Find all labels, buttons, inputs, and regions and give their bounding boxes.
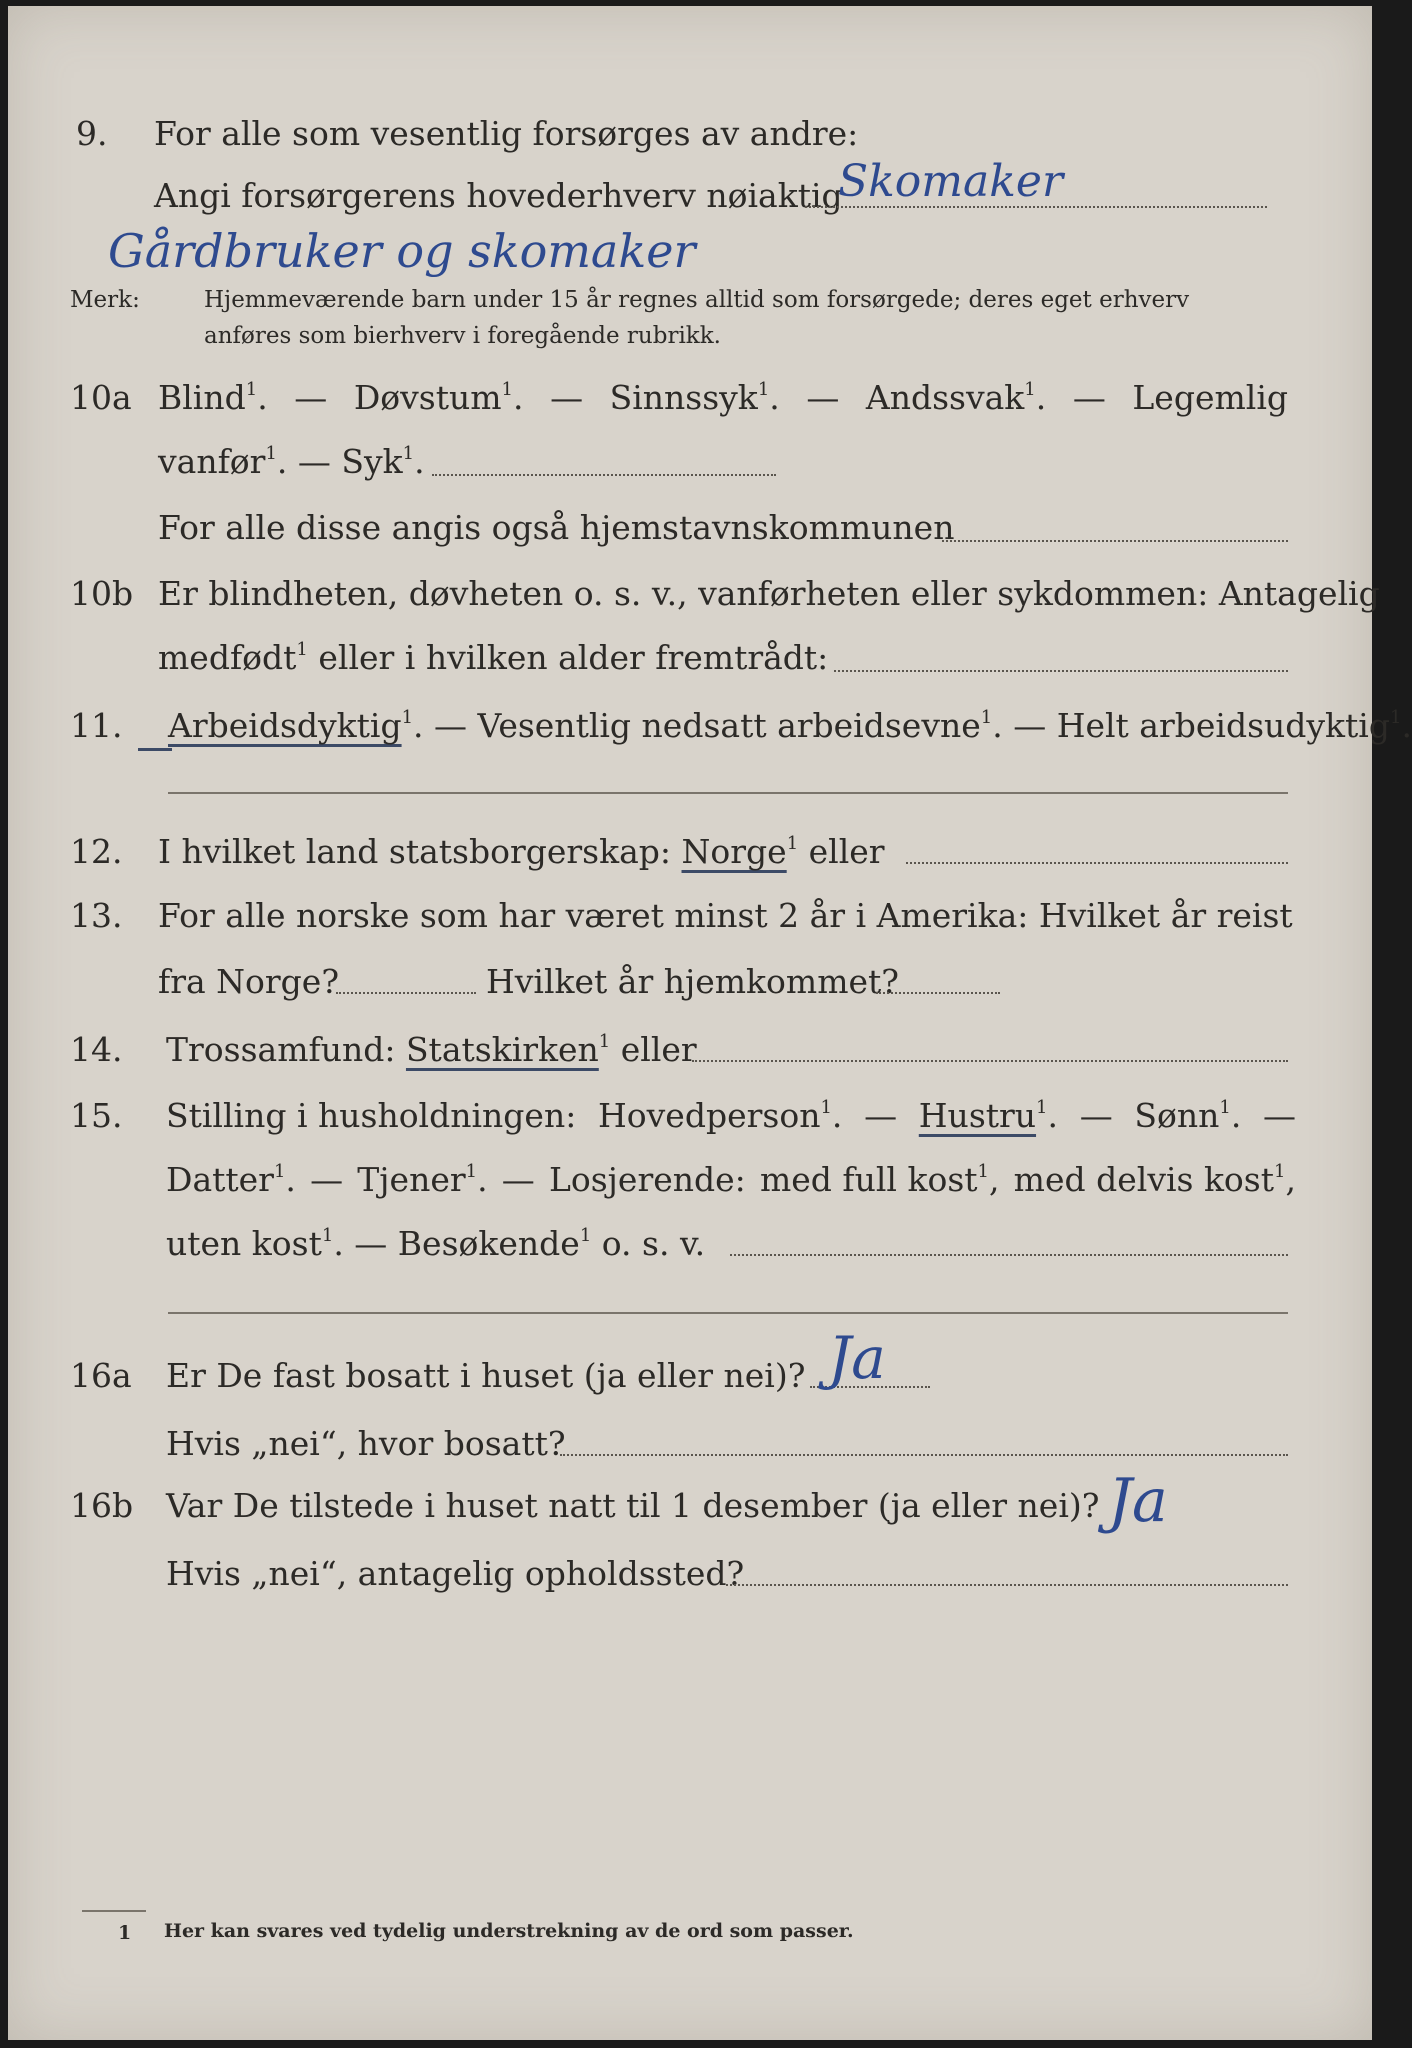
separator: — xyxy=(1013,706,1047,745)
census-form-page xyxy=(8,6,1412,2040)
answer-line xyxy=(168,1312,1288,1314)
answer-line xyxy=(906,862,1288,864)
handwritten-answer: Skomaker xyxy=(838,156,1063,207)
question-text: For alle disse angis også hjemstavnskommunen xyxy=(158,508,955,547)
footnote-ref: 1 xyxy=(820,1097,832,1118)
question-number: 16b xyxy=(70,1486,134,1525)
option-nedsatt: Vesentlig nedsatt arbeidsevne xyxy=(477,706,981,745)
option-arbeidsdyktig-underlined: Arbeidsdyktig xyxy=(168,706,402,745)
separator: — xyxy=(501,1160,535,1199)
question-text: fra Norge? xyxy=(158,962,340,1001)
footnote-mark: 1 xyxy=(118,1922,132,1944)
answer-line xyxy=(876,992,1000,994)
question-text: Er blindheten, døvheten o. s. v., vanførheten eller sykdommen: Antagelig xyxy=(158,574,1380,613)
question-options: Arbeidsdyktig$^1$. — Vesentlig nedsatt arbeidsevne$^1$. — Helt arbeidsudyktig$^1$. xyxy=(168,706,1412,745)
option-statskirken-underlined: Statskirken xyxy=(405,1030,599,1069)
question-text: Er De fast bosatt i huset (ja eller nei)? xyxy=(166,1356,806,1395)
answer-line xyxy=(168,792,1288,794)
footnote-ref: 1 xyxy=(980,707,993,728)
option-udyktig: Helt arbeidsudyktig xyxy=(1056,706,1390,745)
question-number: 10b xyxy=(70,574,134,613)
note-text: anføres som bierhverv i foregående rubrikk. xyxy=(204,323,721,349)
option-dovstum: Døvstum xyxy=(353,378,502,417)
question-text: I hvilket land statsborgerskap: xyxy=(158,832,672,871)
handwritten-answer: Gårdbruker og skomaker xyxy=(108,224,696,278)
question-text: Trossamfund: xyxy=(166,1030,396,1069)
answer-line xyxy=(834,670,1288,672)
question-options: Stilling i husholdningen: Hovedperson$^1$. — Hustru$^1$. — Sønn$^1$. — xyxy=(166,1096,1296,1135)
option-vanfor: vanfør xyxy=(158,442,266,481)
question-number: 11. xyxy=(70,706,123,745)
separator: — xyxy=(550,378,584,417)
question-text: For alle norske som har været minst 2 år i Amerika: Hvilket år reist xyxy=(158,896,1293,935)
footnote-ref: 1 xyxy=(977,1161,989,1182)
footnote-ref: 1 xyxy=(1389,707,1402,728)
option-uten-kost: uten kost xyxy=(166,1224,322,1263)
question-number: 15. xyxy=(70,1096,123,1135)
question-text: Hvilket år hjemkommet? xyxy=(486,962,899,1001)
question-text: Hvis „nei“, hvor bosatt? xyxy=(166,1424,566,1463)
question-options: vanfør$^1$. — Syk$^1$. xyxy=(158,442,425,481)
footnote-ref: 1 xyxy=(757,379,770,400)
option-norge-underlined: Norge xyxy=(681,832,787,871)
question-number: 14. xyxy=(70,1030,123,1069)
option-syk: Syk xyxy=(341,442,403,481)
separator: — xyxy=(434,706,468,745)
footnote-text: Her kan svares ved tydelig understrekning av de ord som passer. xyxy=(164,1920,854,1942)
option-sinnssyk: Sinnssyk xyxy=(609,378,758,417)
separator: — xyxy=(1072,378,1106,417)
question-text: For alle som vesentlig forsørges av andre: xyxy=(154,114,859,153)
separator: — xyxy=(1263,1096,1296,1135)
footnote-ref: 1 xyxy=(598,1031,611,1052)
question-text: Hvis „nei“, antagelig opholdssted? xyxy=(166,1554,745,1593)
option-medfodt: medfødt xyxy=(158,638,297,677)
footnote-ref: 1 xyxy=(265,443,277,464)
question-text: eller xyxy=(620,1030,697,1069)
footnote-ref: 1 xyxy=(501,379,513,400)
note-label: Merk: xyxy=(70,287,140,313)
separator: — xyxy=(297,442,331,481)
footnote-divider xyxy=(82,1910,146,1912)
footnote-ref: 1 xyxy=(296,639,308,660)
question-text: eller i hvilken alder fremtrådt: xyxy=(318,638,829,677)
question-number: 10a xyxy=(70,378,132,417)
answer-line xyxy=(336,992,476,994)
footnote-ref: 1 xyxy=(245,379,258,400)
separator: — xyxy=(294,378,328,417)
option-hovedperson: Hovedperson xyxy=(598,1096,821,1135)
separator: — xyxy=(310,1160,344,1199)
answer-line xyxy=(560,1454,1288,1456)
answer-line xyxy=(432,474,776,476)
option-legemlig: Legemlig xyxy=(1132,378,1288,417)
footnote-ref: 1 xyxy=(273,1161,286,1182)
option-besokende: Besøkende xyxy=(397,1224,580,1263)
option-datter: Datter xyxy=(166,1160,274,1199)
option-delvis-kost: med delvis kost xyxy=(1013,1160,1274,1199)
footnote-ref: 1 xyxy=(579,1225,592,1246)
question-options: Datter$^1$. — Tjener$^1$. — Losjerende: med full kost$^1$, med delvis kost$^1$, xyxy=(166,1160,1296,1199)
separator: — xyxy=(806,378,840,417)
footnote-ref: 1 xyxy=(1036,1097,1048,1118)
footnote-ref: 1 xyxy=(321,1225,334,1246)
answer-line xyxy=(692,1060,1288,1062)
footnote-ref: 1 xyxy=(1219,1097,1231,1118)
question-text: Losjerende: xyxy=(548,1160,746,1199)
answer-line xyxy=(942,540,1288,542)
footnote-ref: 1 xyxy=(1024,379,1036,400)
question-number: 9. xyxy=(76,114,108,153)
question-options: uten kost$^1$. — Besøkende$^1$ o. s. v. xyxy=(166,1224,706,1263)
handwritten-answer: Ja xyxy=(828,1324,886,1392)
answer-line xyxy=(726,1584,1288,1586)
option-blind: Blind xyxy=(158,378,246,417)
question-text: Var De tilstede i huset natt til 1 desember (ja eller nei)? xyxy=(166,1486,1100,1525)
question-text: eller xyxy=(808,832,885,871)
separator: — xyxy=(1079,1096,1113,1135)
separator: — xyxy=(354,1224,388,1263)
question-text: Angi forsørgerens hovederhverv nøiaktig xyxy=(154,176,843,215)
question-text: o. s. v. xyxy=(601,1224,706,1263)
footnote-ref: 1 xyxy=(786,833,799,854)
question-options: Blind$^1$. — Døvstum$^1$. — Sinnssyk$^1$. — Andssvak$^1$. — Legemlig xyxy=(158,378,1288,417)
footnote-ref: 1 xyxy=(465,1161,478,1182)
option-full-kost: med full kost xyxy=(759,1160,978,1199)
option-andssvak: Andssvak xyxy=(865,378,1025,417)
question-number: 16a xyxy=(70,1356,132,1395)
question-number: 12. xyxy=(70,832,123,871)
footnote-ref: 1 xyxy=(401,707,414,728)
footnote-ref: 1 xyxy=(1274,1161,1286,1182)
option-tjener: Tjener xyxy=(357,1160,466,1199)
question-number: 13. xyxy=(70,896,123,935)
answer-line xyxy=(730,1254,1288,1256)
question-text xyxy=(166,1030,697,1070)
note-text: Hjemmeværende barn under 15 år regnes alltid som forsørgede; deres eget erhverv xyxy=(204,287,1190,313)
separator: — xyxy=(864,1096,898,1135)
option-sonn: Sønn xyxy=(1134,1096,1220,1135)
underline-mark xyxy=(138,748,172,751)
question-text: Stilling i husholdningen: xyxy=(166,1096,577,1135)
handwritten-answer: Ja xyxy=(1108,1466,1168,1536)
footnote-ref: 1 xyxy=(402,443,415,464)
option-hustru-underlined: Hustru xyxy=(918,1096,1037,1135)
question-text xyxy=(158,638,828,678)
question-text xyxy=(158,832,885,872)
